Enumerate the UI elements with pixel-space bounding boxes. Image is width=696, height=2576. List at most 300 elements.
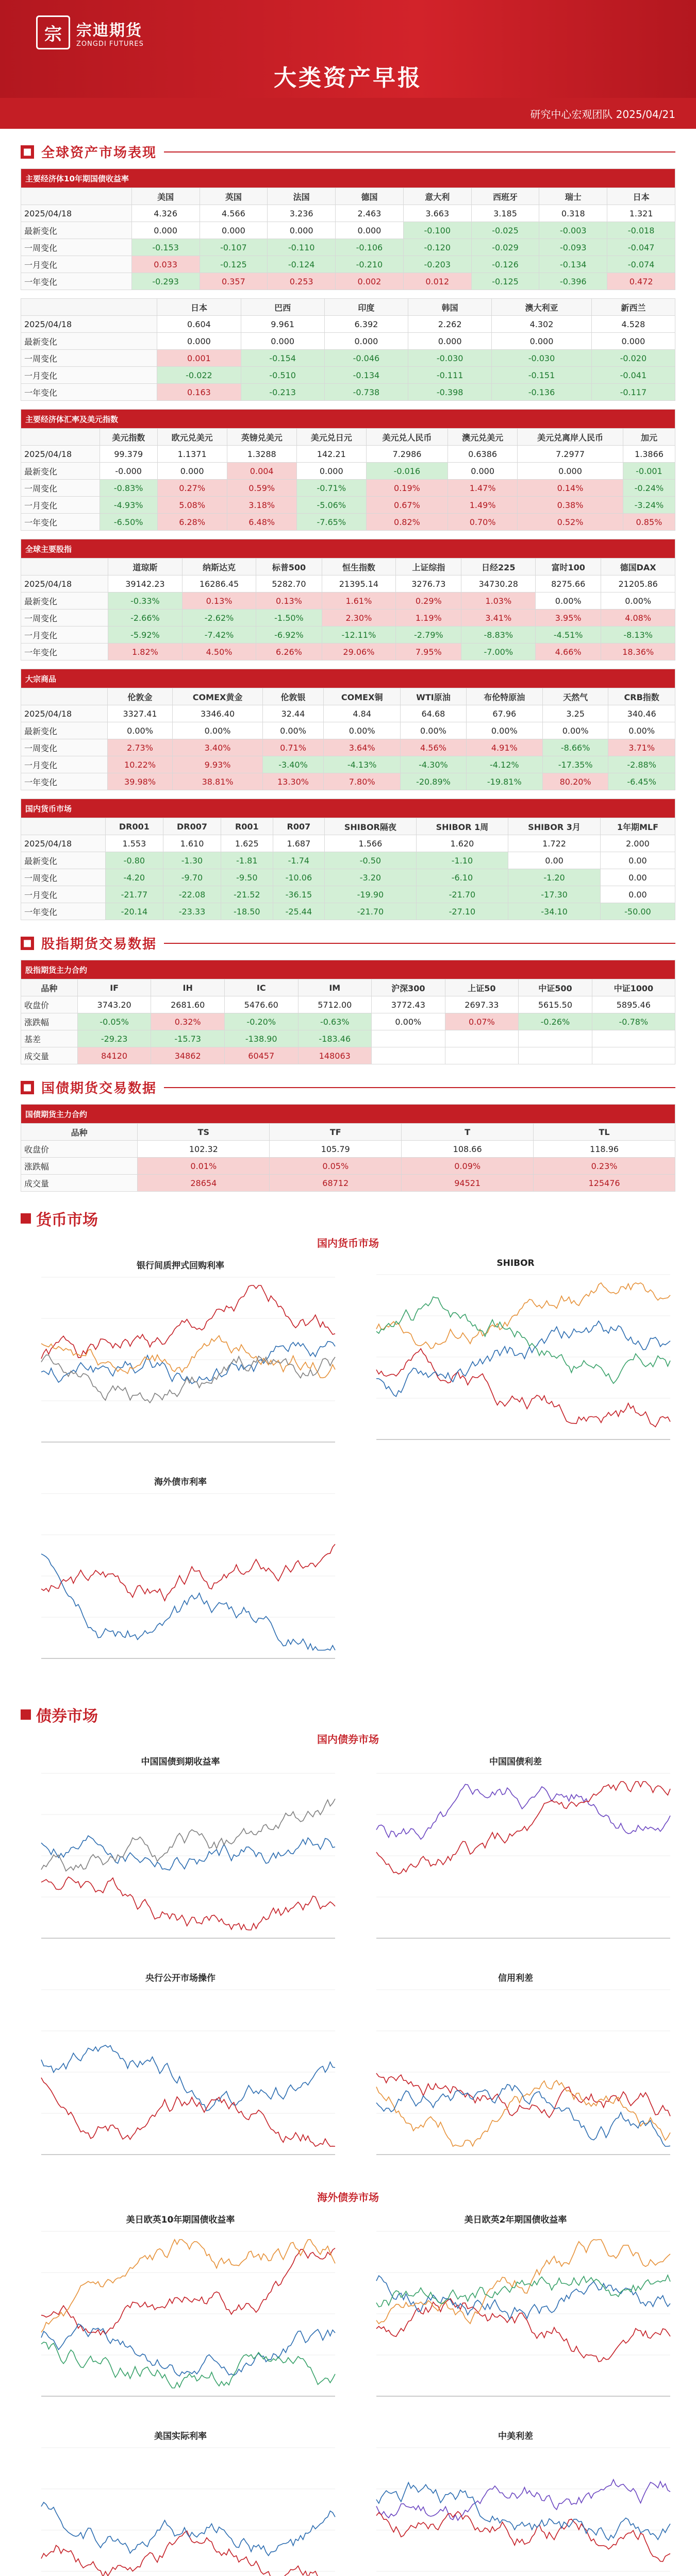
series-line-0 xyxy=(41,2248,335,2335)
table-row xyxy=(21,273,675,290)
table-cell: 0.85% xyxy=(623,514,675,531)
table-commodity xyxy=(21,669,675,790)
table-cell: 39.98% xyxy=(107,773,172,790)
table-cell: 0.14% xyxy=(518,480,623,497)
table-cell: -0.124 xyxy=(268,256,336,273)
table-cell: -20.14 xyxy=(105,903,163,920)
section-index-futures xyxy=(21,934,675,1064)
table-cell: 1.47% xyxy=(448,480,518,497)
table-cell: 4.326 xyxy=(131,205,200,222)
table-cell: 4.66% xyxy=(536,643,601,660)
table-row xyxy=(21,739,675,756)
table-cell: 3.25 xyxy=(543,705,608,722)
column-header: 加元 xyxy=(623,429,675,446)
table-cell: 67.96 xyxy=(466,705,542,722)
column-header xyxy=(21,558,108,575)
column-header: 西班牙 xyxy=(471,188,539,205)
table-cell: 5895.46 xyxy=(592,996,675,1013)
chart-svg xyxy=(356,1269,675,1455)
table-cell: 1.553 xyxy=(105,835,163,852)
table-cell: 13.30% xyxy=(262,773,323,790)
table-cell: -29.23 xyxy=(77,1030,151,1047)
table-cell: 5.08% xyxy=(157,497,227,514)
table-cell: 2.73% xyxy=(107,739,172,756)
table-caption: 国内货币市场 xyxy=(21,799,675,818)
table-cell: -1.30 xyxy=(163,852,221,869)
table-cell: 0.000 xyxy=(268,222,336,239)
table-cell: -0.510 xyxy=(241,367,324,384)
table-cell: 1.61% xyxy=(322,592,396,609)
table-row xyxy=(21,773,675,790)
table-row xyxy=(21,903,675,920)
table-cell: 7.80% xyxy=(324,773,401,790)
table-cell: 34730.28 xyxy=(461,575,536,592)
table-cell: 34862 xyxy=(151,1047,225,1064)
row-label: 一月变化 xyxy=(21,367,157,384)
table-cell: -8.66% xyxy=(543,739,608,756)
table-cell: 5282.70 xyxy=(256,575,322,592)
table-cell: 0.00 xyxy=(508,852,601,869)
table-cell: -2.88% xyxy=(608,756,675,773)
table-cell: -0.041 xyxy=(591,367,675,384)
row-label: 2025/04/18 xyxy=(21,575,108,592)
table-cell: -0.030 xyxy=(408,350,492,367)
table-cell: -17.35% xyxy=(543,756,608,773)
table-cell: -4.30% xyxy=(401,756,466,773)
table-cell: 4.50% xyxy=(182,643,256,660)
series-line-1 xyxy=(41,1836,335,1870)
table-cell: 0.253 xyxy=(268,273,336,290)
section-title: 股指期货交易数据 xyxy=(41,937,157,952)
column-header: 欧元兑美元 xyxy=(157,429,227,446)
table-cell: 0.002 xyxy=(336,273,404,290)
table-cell xyxy=(372,1030,445,1047)
table-cell: 0.004 xyxy=(227,463,296,480)
table-cell: 0.82% xyxy=(366,514,448,531)
table-cell: -0.26% xyxy=(519,1013,592,1030)
chart-subsection: 国内债券市场 xyxy=(317,1733,379,1745)
column-header xyxy=(21,429,100,446)
table-cell: -0.63% xyxy=(298,1013,372,1030)
table-row xyxy=(21,722,675,739)
table-cell: 0.05% xyxy=(270,1158,402,1175)
row-label: 成交量 xyxy=(21,1175,138,1192)
table-cell: 0.604 xyxy=(157,316,241,333)
table-row xyxy=(21,256,675,273)
column-header: DR001 xyxy=(105,818,163,835)
table-cell: 1.3288 xyxy=(227,446,296,463)
table-stock xyxy=(21,539,675,660)
table-cell: -138.90 xyxy=(224,1030,298,1047)
chart-us-real xyxy=(21,2426,340,2576)
table-fx xyxy=(21,409,675,531)
row-label: 2025/04/18 xyxy=(21,316,157,333)
section-bullet-icon: ■ xyxy=(21,937,34,950)
table-cell: -2.62% xyxy=(182,609,256,626)
table-cell xyxy=(519,1047,592,1064)
table-row xyxy=(21,626,675,643)
table-cell: 3.185 xyxy=(471,205,539,222)
table-cell: 16286.45 xyxy=(182,575,256,592)
column-header: 道琼斯 xyxy=(108,558,183,575)
table-row xyxy=(21,643,675,660)
column-header xyxy=(21,688,108,705)
logo-en: ZONGDI FUTURES xyxy=(76,40,144,48)
table-cell: 4.528 xyxy=(591,316,675,333)
table-row xyxy=(21,497,675,514)
table-cell: -9.70 xyxy=(163,869,221,886)
column-header: IF xyxy=(77,979,151,996)
table-cell: -0.80 xyxy=(105,852,163,869)
table-cell: 1.687 xyxy=(273,835,325,852)
column-header: R007 xyxy=(273,818,325,835)
chart-title: 央行公开市场操作 xyxy=(145,1973,216,1984)
table-cell: -0.83% xyxy=(100,480,157,497)
table-cell: -34.10 xyxy=(508,903,601,920)
table-cell: 0.000 xyxy=(200,222,268,239)
table-cell: 105.79 xyxy=(270,1141,402,1158)
table-cell: -0.030 xyxy=(492,350,591,367)
table-cell: 3.64% xyxy=(324,739,401,756)
table-cell: -2.79% xyxy=(396,626,461,643)
table-cell: 0.09% xyxy=(402,1158,534,1175)
table-cell: 148063 xyxy=(298,1047,372,1064)
row-label: 一周变化 xyxy=(21,350,157,367)
table-cell: -0.018 xyxy=(607,222,675,239)
table-cell: 1.82% xyxy=(108,643,183,660)
table-row xyxy=(21,835,675,852)
column-header: 意大利 xyxy=(403,188,471,205)
table-row xyxy=(21,575,675,592)
table-cell: -21.70 xyxy=(416,886,508,903)
logo-icon: 宗 xyxy=(36,15,70,49)
chart-title: 美日欧英10年期国债收益率 xyxy=(126,2215,235,2225)
column-header: 德国 xyxy=(336,188,404,205)
table-cell: 0.00% xyxy=(107,722,172,739)
table-cell: -7.65% xyxy=(296,514,366,531)
table-cell: 3276.73 xyxy=(396,575,461,592)
column-header: 新西兰 xyxy=(591,299,675,316)
column-header: COMEX黄金 xyxy=(173,688,263,705)
table-cell: 142.21 xyxy=(296,446,366,463)
table-cell: -0.50 xyxy=(325,852,417,869)
chart-shibor xyxy=(356,1255,675,1461)
row-label: 一月变化 xyxy=(21,256,132,273)
table-row xyxy=(21,886,675,903)
row-label: 一月变化 xyxy=(21,497,100,514)
table-cell: -25.44 xyxy=(273,903,325,920)
table-cell: 84120 xyxy=(77,1047,151,1064)
table-cell: 0.00 xyxy=(600,852,675,869)
table-cell: 8275.66 xyxy=(536,575,601,592)
table-cell: -1.81 xyxy=(221,852,273,869)
table-cell: 0.01% xyxy=(138,1158,270,1175)
table-cell: 0.67% xyxy=(366,497,448,514)
chart-title: 信用利差 xyxy=(498,1973,533,1984)
table-cell: -7.00% xyxy=(461,643,536,660)
chart-title: 中国国债利差 xyxy=(489,1757,542,1767)
table-cell: 340.46 xyxy=(608,705,675,722)
column-header: 恒生指数 xyxy=(322,558,396,575)
series-line-1 xyxy=(41,2324,335,2376)
chart-subsection: 国内货币市场 xyxy=(317,1237,379,1249)
table-cell: -23.33 xyxy=(163,903,221,920)
table-row xyxy=(21,592,675,609)
table-cell: -12.11% xyxy=(322,626,396,643)
table-cell: 0.29% xyxy=(396,592,461,609)
table-cell: -0.100 xyxy=(403,222,471,239)
table-cell xyxy=(519,1030,592,1047)
column-header: SHIBOR 1周 xyxy=(416,818,508,835)
table-row xyxy=(21,350,675,367)
table-cell: 2.262 xyxy=(408,316,492,333)
table-cell xyxy=(592,1030,675,1047)
row-label: 一周变化 xyxy=(21,609,108,626)
table-cell: 0.52% xyxy=(518,514,623,531)
table-cell: 1.321 xyxy=(607,205,675,222)
table-cell xyxy=(372,1047,445,1064)
series-line-1 xyxy=(376,1782,670,1874)
table-cell: 6.28% xyxy=(157,514,227,531)
table-cell: 0.001 xyxy=(157,350,241,367)
table-cell: 0.27% xyxy=(157,480,227,497)
series-line-3 xyxy=(41,2342,335,2388)
table-cell: 0.6386 xyxy=(448,446,518,463)
table-cell: -6.45% xyxy=(608,773,675,790)
column-header: 澳大利亚 xyxy=(492,299,591,316)
table-cell: 3.663 xyxy=(403,205,471,222)
table-cell: -0.05% xyxy=(77,1013,151,1030)
table-cell: -0.20% xyxy=(224,1013,298,1030)
table-cell: 2.463 xyxy=(336,205,404,222)
logo xyxy=(36,15,144,49)
table-cell: 64.68 xyxy=(401,705,466,722)
table-cell: 18.36% xyxy=(601,643,675,660)
table-cell: -7.42% xyxy=(182,626,256,643)
row-label: 收盘价 xyxy=(21,1141,138,1158)
table-cell: -5.06% xyxy=(296,497,366,514)
table-cell: -0.78% xyxy=(592,1013,675,1030)
column-header: COMEX铜 xyxy=(324,688,401,705)
series-line-2 xyxy=(41,1336,335,1378)
chart-svg xyxy=(21,1272,340,1458)
table-cell: 2.30% xyxy=(322,609,396,626)
table-cell: 0.00 xyxy=(600,869,675,886)
table-cell: 0.000 xyxy=(241,333,324,350)
column-header: TS xyxy=(138,1124,270,1141)
table-cell: 0.000 xyxy=(131,222,200,239)
table-cell: -0.136 xyxy=(492,384,591,401)
row-label: 一年变化 xyxy=(21,773,108,790)
table-cell: 3.18% xyxy=(227,497,296,514)
table-row xyxy=(21,996,675,1013)
table-row xyxy=(21,446,675,463)
table-cell: 1.49% xyxy=(448,497,518,514)
chart-svg xyxy=(21,2226,340,2412)
table-cell: 108.66 xyxy=(402,1141,534,1158)
row-label: 一月变化 xyxy=(21,886,106,903)
series-line-1 xyxy=(41,2078,335,2146)
row-label: 涨跌幅 xyxy=(21,1158,138,1175)
table-cell: -0.210 xyxy=(336,256,404,273)
table-cell: 4.91% xyxy=(466,739,542,756)
column-header: 美元兑人民币 xyxy=(366,429,448,446)
row-label: 最新变化 xyxy=(21,463,100,480)
column-header: 瑞士 xyxy=(539,188,607,205)
chart-svg xyxy=(21,1768,340,1954)
table-cell: 0.000 xyxy=(518,463,623,480)
table-cell: -0.125 xyxy=(200,256,268,273)
chart-svg xyxy=(356,2226,675,2412)
table-cell: -15.73 xyxy=(151,1030,225,1047)
column-header: 天然气 xyxy=(543,688,608,705)
table-cell: 0.000 xyxy=(157,333,241,350)
section-bullet-icon: ■ xyxy=(21,1081,34,1094)
table-cell: -0.120 xyxy=(403,239,471,256)
chart-title: 美国实际利率 xyxy=(154,2431,207,2442)
column-header: IH xyxy=(151,979,225,996)
table-cell: -19.90 xyxy=(325,886,417,903)
table-cell: -1.10 xyxy=(416,852,508,869)
table-cell: 94521 xyxy=(402,1175,534,1192)
column-header: 中证500 xyxy=(519,979,592,996)
table-cell: -17.30 xyxy=(508,886,601,903)
table-cell: -0.398 xyxy=(408,384,492,401)
row-label: 2025/04/18 xyxy=(21,446,100,463)
table-cell: 6.392 xyxy=(324,316,408,333)
table-cell: 0.00% xyxy=(372,1013,445,1030)
section-bullet-icon: ■ xyxy=(21,145,34,159)
column-header: 印度 xyxy=(324,299,408,316)
table-cell: 0.000 xyxy=(336,222,404,239)
column-header: IM xyxy=(298,979,372,996)
table-cell: -0.000 xyxy=(100,463,157,480)
table-cell: 1.625 xyxy=(221,835,273,852)
table-row xyxy=(21,1047,675,1064)
column-header: IC xyxy=(224,979,298,996)
row-label: 一周变化 xyxy=(21,739,108,756)
table-cell: -0.111 xyxy=(408,367,492,384)
table-cell: -3.24% xyxy=(623,497,675,514)
column-header: TF xyxy=(270,1124,402,1141)
table-cell: -6.92% xyxy=(256,626,322,643)
table-cell: -0.046 xyxy=(324,350,408,367)
series-line-0 xyxy=(41,1285,335,1359)
table-row xyxy=(21,852,675,869)
table-cell: -1.74 xyxy=(273,852,325,869)
table-cell: 0.13% xyxy=(182,592,256,609)
table-cell: 7.95% xyxy=(396,643,461,660)
table-caption: 主要经济体汇率及美元指数 xyxy=(21,410,675,429)
table-row xyxy=(21,756,675,773)
table-cell: -21.70 xyxy=(325,903,417,920)
chart-svg xyxy=(21,1985,340,2170)
row-label: 2025/04/18 xyxy=(21,705,108,722)
row-label: 最新变化 xyxy=(21,722,108,739)
table-cell: -5.92% xyxy=(108,626,183,643)
chart-svg xyxy=(21,2443,340,2576)
table-cell: 4.08% xyxy=(601,609,675,626)
column-header: 布伦特原油 xyxy=(466,688,542,705)
table-cell xyxy=(445,1047,519,1064)
table-cell: -9.50 xyxy=(221,869,273,886)
column-header: 美元指数 xyxy=(100,429,157,446)
table-cell: -0.107 xyxy=(200,239,268,256)
table-cell: -0.025 xyxy=(471,222,539,239)
table-cell: 0.000 xyxy=(296,463,366,480)
table-cell: 0.472 xyxy=(607,273,675,290)
series-line-1 xyxy=(376,1321,670,1396)
series-line-2 xyxy=(376,2084,670,2146)
table-cell: -0.020 xyxy=(591,350,675,367)
table-row xyxy=(21,480,675,497)
column-header: 标普500 xyxy=(256,558,322,575)
column-header: 英镑兑美元 xyxy=(227,429,296,446)
chart-svg xyxy=(356,2443,675,2576)
table-cell: -0.154 xyxy=(241,350,324,367)
table-caption: 主要经济体10年期国债收益率 xyxy=(21,169,675,188)
row-label: 最新变化 xyxy=(21,222,132,239)
table-cell: -4.51% xyxy=(536,626,601,643)
table-cell: 0.318 xyxy=(539,205,607,222)
table-row xyxy=(21,705,675,722)
table-cell: 1.610 xyxy=(163,835,221,852)
table-cell: -183.46 xyxy=(298,1030,372,1047)
section-bond-futures xyxy=(21,1078,675,1192)
column-header: 上证50 xyxy=(445,979,519,996)
table-cell: 3346.40 xyxy=(173,705,263,722)
row-label: 最新变化 xyxy=(21,333,157,350)
column-header: 日经225 xyxy=(461,558,536,575)
column-header: 品种 xyxy=(21,1124,138,1141)
table-cell: 1.566 xyxy=(325,835,417,852)
table-row xyxy=(21,239,675,256)
table-cell: 0.00% xyxy=(173,722,263,739)
row-label: 一月变化 xyxy=(21,756,108,773)
table-cell: -21.77 xyxy=(105,886,163,903)
series-line-0 xyxy=(376,2299,670,2362)
row-label: 一年变化 xyxy=(21,643,108,660)
table-cell: 21395.14 xyxy=(322,575,396,592)
table-cell: 21205.86 xyxy=(601,575,675,592)
table-cell: -3.40% xyxy=(262,756,323,773)
table-cell: 0.07% xyxy=(445,1013,519,1030)
table-cell: 125476 xyxy=(534,1175,675,1192)
column-header xyxy=(21,299,157,316)
column-header: 伦敦银 xyxy=(262,688,323,705)
table-cell: -22.08 xyxy=(163,886,221,903)
table-caption: 股指期货主力合约 xyxy=(21,960,675,979)
table-cell: 1.3866 xyxy=(623,446,675,463)
table-cell: -27.10 xyxy=(416,903,508,920)
table-cell: -4.93% xyxy=(100,497,157,514)
table-cell: 10.22% xyxy=(107,756,172,773)
table-row xyxy=(21,869,675,886)
column-header: 日本 xyxy=(157,299,241,316)
table-cell: -0.001 xyxy=(623,463,675,480)
table-cell: 0.357 xyxy=(200,273,268,290)
column-header: 韩国 xyxy=(408,299,492,316)
table-cell: 1.1371 xyxy=(157,446,227,463)
row-label: 最新变化 xyxy=(21,852,106,869)
table-cell: -0.003 xyxy=(539,222,607,239)
row-label: 2025/04/18 xyxy=(21,835,106,852)
column-header: 1年期MLF xyxy=(600,818,675,835)
table-row xyxy=(21,205,675,222)
chart-title: 中美利差 xyxy=(498,2431,533,2442)
chart-svg xyxy=(21,1488,340,1674)
table-cell: 68712 xyxy=(270,1175,402,1192)
